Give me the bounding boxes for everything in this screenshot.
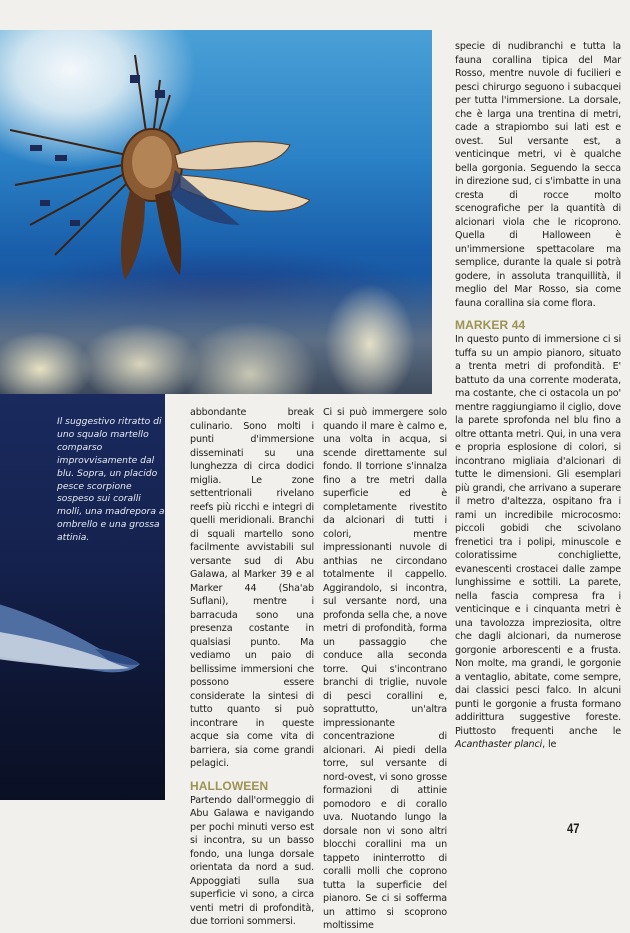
lionfish-photo (0, 30, 432, 394)
paragraph: abbondante break culinario. Sono molti i punti d'immersione disseminati su una lunghezza di circa dodici miglia. Le zone settentrionali rivelano reefs più ricchi e integri di quelli meridionali. Branchi di squali martello sono facilmente avvistabili sul versante sud di Abu Galawa, al Marker 39 e al Marker 44 (Sha'ab Suflani), mentre i barracuda sono una presenza costante in qualsiasi punto. Ma vediamo un paio di bellissime immersioni che possono essere considerate la sintesi di tutto quanto si può incontrare in queste acque sia come vita di barriera, sia come grandi pelagici. (190, 407, 314, 769)
paragraph: specie di nudibranchi e tutta la fauna corallina tipica del Mar Rosso, mentre nuvole di fucilieri e pesci chirurgo seguono i subacquei per tutta l'immersione. La dorsale, che è larga una trentina di metri, cade a strapiombo sui lati est e ovest. Sul versante est, a venticinque metri, vi è qualche bella gorgonia. Seguendo la secca in direzione sud, ci s'imbatte in una cresta di rocce molto scenografiche per la quantità di alcionari viola che le ricoprono. Quella di Halloween è un'immersione spettacolare ma semplice, durante la quale si potrà godere, in assoluta tranquillità, il meglio del Mar Rosso, sia come fauna corallina sia come flora. (455, 41, 621, 309)
paragraph-text-end: , le (542, 739, 557, 750)
photo-caption: Il suggestivo ritratto di uno squalo martello comparso improvvisamente dal blu. Sopra, un placido pesce scorpione sospeso sui coralli molli, una madrepora a ombrello e una grossa attinia. (57, 416, 165, 544)
paragraph: Partendo dall'ormeggio di Abu Galawa e navigando per pochi minuti verso est si incontra, su un basso fondo, una lunga dorsale orientata da nord a sud. Appoggiati sulla sua superficie vi sono, a circa venti metri di profondità, due torrioni sommersi. (190, 794, 314, 927)
soft-coral (0, 274, 432, 394)
paragraph (455, 333, 621, 752)
paragraph: Ci si può immergere solo quando il mare è calmo e, una volta in acqua, si scende direttamente sul fondo. Il torrione s'innalza fino a tre metri dalla superficie ed è completamente rivestito da alcionari di tutti i colori, mentre impressionanti nuvole di anthias ne circondano totalmente il cappello. Aggirandolo, si incontra, sul versante nord, una profonda sella che, a nove metri di profondità, forma un passaggio che conduce alla seconda torre. Qui s'incontrano branchi di triglie, nuvole di pesci corallini e, soprattutto, un'altra impressionante concentrazione di alcionari. Ai piedi della torre, sul versante di nord-ovest, vi sono grosse formazioni di attinie pomodoro e di corallo uva. Nuotando lungo la dorsale non vi sono altri blocchi corallini ma un tappeto ininterrotto di coralli molli che coprono tutta la superficie del pianoro. Se ci si sofferma un attimo si scoprono moltissime (323, 407, 447, 931)
page-number: 47 (567, 820, 580, 836)
article-column-3 (455, 40, 621, 752)
lionfish-icon (10, 50, 310, 290)
paragraph-text: In questo punto di immersione ci si tuffa su un ampio pianoro, situato a trenta metri di profondità. E' battuto da una corrente moderata, ma costante, che ci ostacola un po' mentre raggiungiamo il ciglio, dove la parete sprofonda nel blu fino a oltre ottanta metri. Qui, in una vera e propria esplosione di colori, si incontrano migliaia d'alcionari di tutte le dimensioni. Gli esemplari più grandi, che arrivano a superare il metro d'altezza, ospitano fra i rami un incredibile microcosmo: piccoli gobidi che scivolano freneticі tra i polipi, minuscole e coloratissime conchigliette, evanescenti crostacei dalle zampe lunghissime e sottili. La parete, nella fascia compresa fra i venticinque e i cinquanta metri è una tavolozza impreziosita, oltre che dagli alcionari, da numerose gorgonie arborescenti e a frusta. Non molte, ma grandi, le gorgonie a ventaglio, abitate, come sempre, dai classici pesci falco. In alcuni punti le gorgonie a frusta formano addirittura suggestive foreste. Piuttosto frequenti anche le (455, 334, 621, 737)
article-column-2 (323, 406, 447, 933)
section-heading-halloween: HALLOWEEN (190, 778, 269, 793)
article-column-1 (190, 406, 314, 929)
shark-icon (0, 594, 150, 694)
species-name: Acanthaster planci (455, 739, 543, 750)
section-heading-marker-44: MARKER 44 (455, 318, 526, 332)
shark-photo (0, 394, 165, 800)
